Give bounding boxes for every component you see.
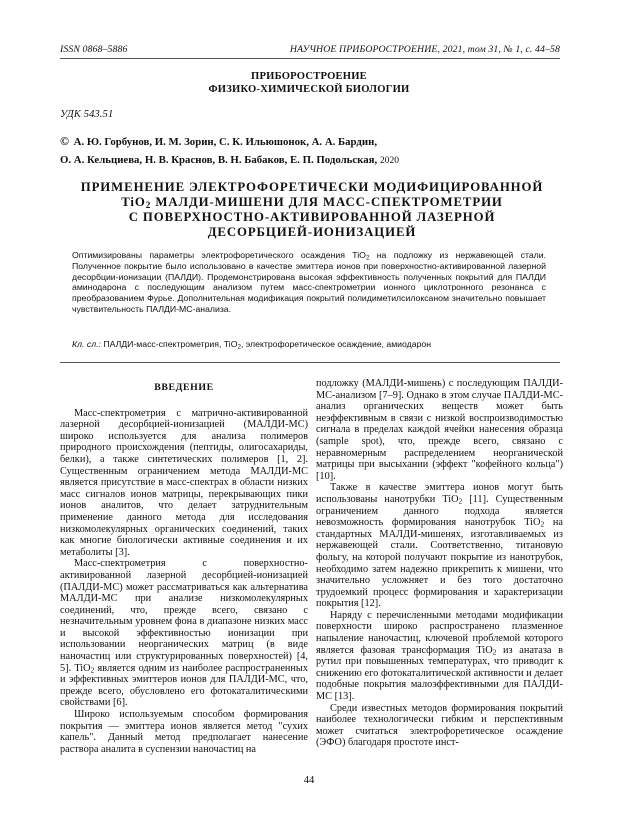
title-line-3: С ПОВЕРХНОСТНО-АКТИВИРОВАННОЙ ЛАЗЕРНОЙ: [128, 210, 496, 224]
page-number: 44: [303, 775, 315, 786]
paragraph: [316, 482, 563, 610]
paragraph: подложку (МАЛДИ-мишень) с последующим ПАЛДИ-МС-анализом [7–9]. Однако в этом случае ПАЛДИ-МС-анализ органических веществ может быть неэффективным в связи с низкой воспроизводимостью сигнала в пределах каждой ячейки нанесения образца (sample spot), что, прежде всего, связано с неравномерным распределением неорганической матрицы при высыхании (эффект "кофейного кольца") [10].: [316, 378, 563, 482]
paragraph-part: Также в качестве эмиттера ионов могут быть использованы нанотрубки TiO: [316, 482, 563, 505]
left-column: [60, 378, 308, 755]
authors-line-2: [60, 151, 566, 170]
authors-line-1: [60, 132, 566, 151]
copyright-icon: ©: [60, 134, 69, 148]
paper-title: [60, 180, 564, 240]
paragraph: Среди известных методов формирования покрытий наиболее технологически гибким и перспективным может считаться электрофоретическое осаждение (ЭФО) благодаря простоте инст-: [316, 702, 563, 749]
paragraph-part: на стандартных МАЛДИ-мишенях, изготавливаемых из нержавеющей стали. Соответственно, титановую фольгу, на которой получают покрытие из нанотрубок, необходимо затем надежно прикрепить к мишени, что значительно усложняет и без того достаточно трудоемкий процесс формирования и характеризации покрытия [12].: [316, 517, 564, 610]
udk-code: УДК 543.51: [60, 108, 114, 120]
keywords-label: Кл. сл.:: [72, 339, 101, 349]
abstract-part-2: на подложку из нержавеющей стали. Полученное покрытие было использовано в качестве эмиттера ионов при поверхностно-активированной лазерной десорбции-ионизации (ПАЛДИ). Продемонстрирована высокая эффективность полученных покрытий для ПАЛДИ аминодарона с последующим анализом путем масс-спектрометрии ионного циклотронного резонанса с преобразованием Фурье. Дополнительная модификация покрытий полидиметилсилоксаном значительно повышает чувствительность ПАЛДИ-МС-анализа.: [72, 250, 547, 314]
paragraph-part: является одним из наиболее распространенных и эффективных эмиттеров ионов для ПАЛДИ-МС, что, прежде всего, обусловлено его фотокаталитическими свойствами [6].: [60, 662, 308, 709]
paragraph-part: [11]. Существенным ограничением данного подхода является невозможность формирования нанотрубок TiO: [316, 493, 563, 529]
abstract-part-1: Оптимизированы параметры электрофоретического осаждения TiO: [72, 250, 366, 260]
paragraph: [60, 558, 308, 709]
title-line-2-rest: МАЛДИ-МИШЕНИ ДЛЯ МАСС-СПЕКТРОМЕТРИИ: [151, 195, 503, 209]
title-line-2: [60, 195, 564, 210]
title-subscript: 2: [145, 199, 152, 210]
section-line-2: ФИЗИКО-ХИМИЧЕСКОЙ БИОЛОГИИ: [208, 84, 410, 95]
paragraph: Масс-спектрометрия с матрично-активированной лазерной десорбцией-ионизацией (МАЛДИ-МС) широко используется для анализа полимеров природного происхождения (пептиды, олигосахариды, белки), а также синтетических полимеров [1, 2]. Существенным ограничением метода МАЛДИ-МС является присутствие в масс-спектрах в области низких масс сигналов ионов матрицы, перекрывающих пики ионов аналитов, что делает затруднительным применение данного метода для исследования низкомолекулярных органических соединений, таких как многие биологически активные соединения и их метаболиты [3].: [60, 407, 308, 558]
title-line-4: ДЕСОРБЦИЕЙ-ИОНИЗАЦИЕЙ: [207, 225, 417, 239]
subscript: 2: [90, 665, 95, 675]
title-line-1: ПРИМЕНЕНИЕ ЭЛЕКТРОФОРЕТИЧЕСКИ МОДИФИЦИРОВАННОЙ: [80, 180, 544, 194]
section-line-1: ПРИБОРОСТРОЕНИЕ: [251, 71, 367, 82]
introduction-heading: ВВЕДЕНИЕ: [154, 382, 214, 393]
keywords-part-2: , электрофоретическое осаждение, амиодарон: [240, 339, 432, 349]
subscript: 2: [540, 519, 545, 529]
keywords-part-1: ПАЛДИ-масс-спектрометрия, TiO: [100, 339, 238, 349]
authors-names-1: А. Ю. Горбунов, И. М. Зорин, С. К. Ильюшонок, А. А. Бардин,: [73, 136, 378, 148]
keywords-divider: [60, 362, 560, 363]
paragraph: Широко используемым способом формирования покрытия — эмиттера ионов является метод "сухих капель". Данный метод предполагает нанесение раствора аналита в суспензии наночастиц на: [60, 709, 308, 755]
authors-block: [60, 132, 566, 170]
subscript: 2: [492, 647, 497, 657]
header-divider: [60, 58, 560, 59]
keywords: [72, 339, 546, 350]
authors-names-2: О. А. Кельциева, Н. В. Краснов, В. Н. Бабаков, Е. П. Подольская,: [60, 154, 378, 166]
paragraph-part: Наряду с перечисленными методами модификации поверхности широко распространено плазменное напыление наночастиц, ключевой проблемой которого является фазовая трансформация TiO: [316, 609, 563, 656]
paragraph-part: Масс-спектрометрия с поверхностно-активированной лазерной десорбцией-ионизацией (ПАЛДИ-МС) может рассматриваться как альтернатива МАЛДИ-МС при анализе низкомолекулярных соединений, что, прежде всего, связано с незначительным уровнем фона в диапазоне низких масс и высокой эффективностью ионизации при использовании неорганических матриц (в виде наночастиц или структурированных поверхностей) [4, 5]. TiO: [60, 558, 308, 674]
title-tio: TiO: [121, 195, 146, 209]
keywords-subscript: 2: [237, 343, 241, 351]
abstract-subscript: 2: [365, 254, 370, 262]
copyright-year: 2020: [379, 155, 400, 166]
paragraph-part: из анатаза в рутил при повышенных температурах, что приводит к снижению его фотокаталитической активности и делает подобные покрытия малоэффективными для ПАЛДИ-МС [13].: [316, 644, 563, 703]
abstract: [72, 250, 546, 315]
right-column: [316, 378, 563, 749]
issn: ISSN 0868–5886: [60, 44, 128, 55]
section-heading: [0, 70, 618, 96]
subscript: 2: [458, 496, 463, 506]
journal-citation: НАУЧНОЕ ПРИБОРОСТРОЕНИЕ, 2021, том 31, № 1, c. 44–58: [289, 44, 560, 55]
paragraph: [316, 610, 563, 703]
